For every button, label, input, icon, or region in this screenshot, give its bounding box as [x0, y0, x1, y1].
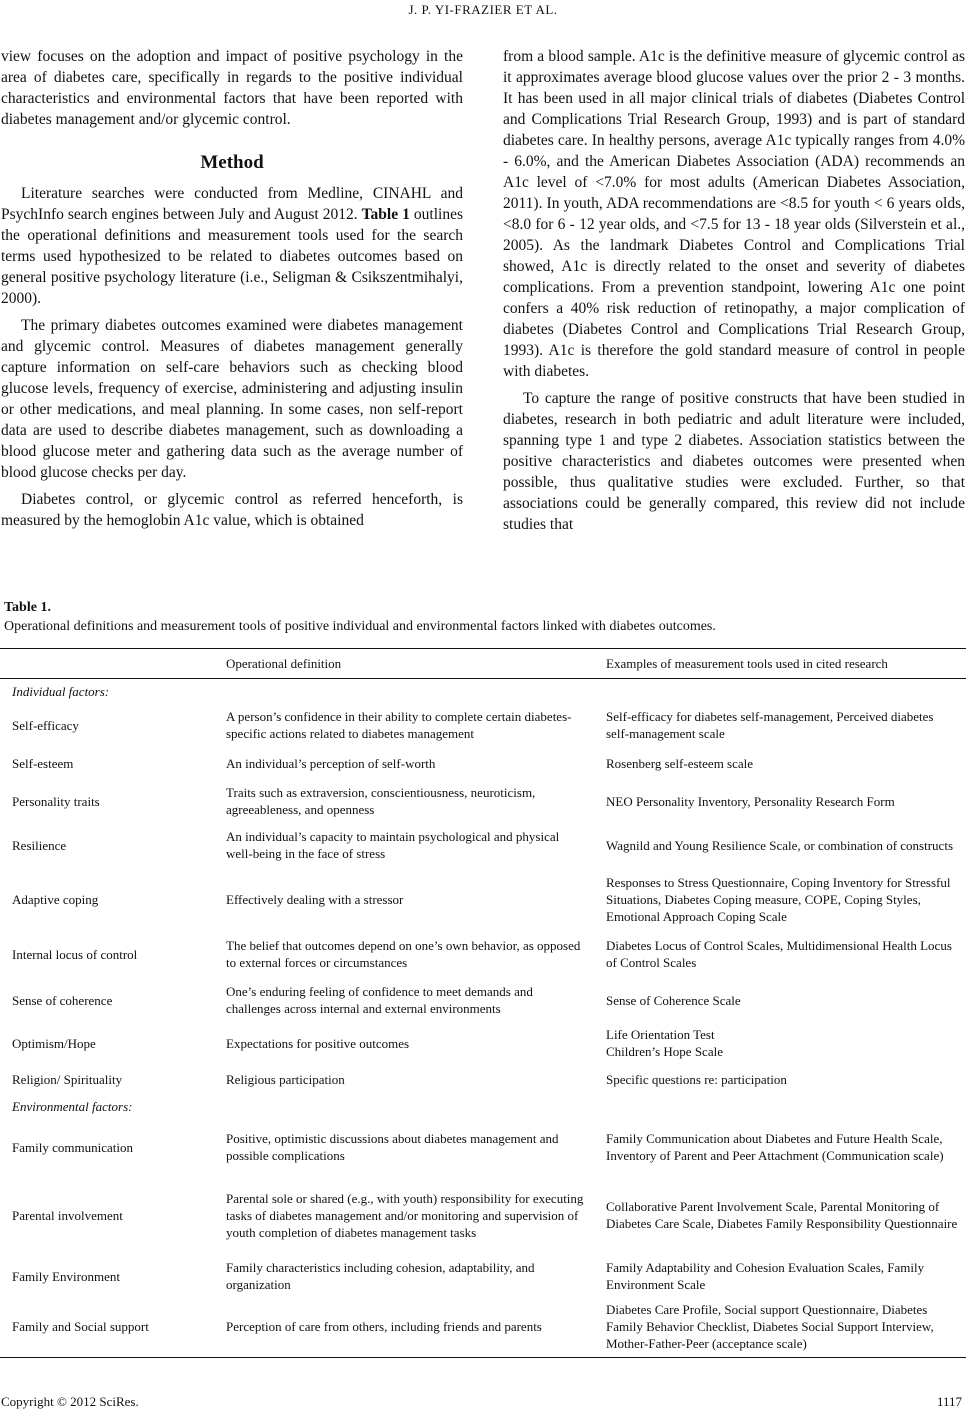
definition-cell: Positive, optimistic discussions about diabetes management and possible complications [226, 1131, 559, 1163]
table-row [0, 1022, 966, 1064]
right-paragraph-1: from a blood sample. A1c is the definitive measure of glycemic control as it approximates average blood glucose values over the prior 2 - 3 months. It has been used in all major clinical trials of diabetes (Diabetes Control and Complications Trial Research Group, 1993) and is part of standard diabetes care. In healthy persons, average A1c typically ranges from 4.0% - 6.0%, and the American Diabetes Association (ADA) recommends an A1c level of <7.0% for most adults (American Diabetes Association, 2011). In youth, ADA recommendations are <8.5 for youth < 6 years olds, <8.0 for 6 - 12 year olds, and <7.5 for 13 - 18 year olds (Silverstein et al., 2005). As the landmark Diabetes Control and Complications Trial showed, A1c is directly related to the onset and severity of diabetes complications. From a prevention standpoint, lowering A1c one point confers a 40% risk reduction of retinopathy, a major complication of diabetes (Diabetes Control and Complications Trial Research Group, 1993). A1c is therefore the gold standard measure of control in people with diabetes. [503, 48, 965, 380]
section-row-individual [0, 679, 966, 705]
tools-cell: Self-efficacy for diabetes self-management, Perceived diabetes self-management scale [606, 709, 934, 741]
page-number: 1117 [936, 1394, 962, 1409]
table-row [0, 1119, 966, 1175]
tools-cell: Life Orientation Test Children’s Hope Scale [606, 1027, 723, 1059]
left-paragraph-4: Diabetes control, or glycemic control as referred henceforth, is measured by the hemoglobin A1c value, which is obtained [1, 491, 463, 529]
left-paragraph-2 [1, 183, 463, 309]
table-header-row [0, 649, 966, 679]
operational-definitions-table [0, 648, 966, 1358]
factor-cell: Personality traits [12, 793, 100, 809]
copyright-notice: Copyright © 2012 SciRes. [1, 1394, 139, 1409]
tools-cell: Family Communication about Diabetes and Future Health Scale, Inventory of Parent and Peer Attachment (Communication scale) [606, 1131, 944, 1163]
table-row [0, 1175, 966, 1255]
method-heading: Method [200, 152, 264, 173]
factor-cell: Self-esteem [12, 755, 74, 771]
tools-cell: Family Adaptability and Cohesion Evaluation Scales, Family Environment Scale [606, 1260, 925, 1292]
definition-cell: An individual’s perception of self-worth [226, 755, 436, 771]
definition-cell: Traits such as extraversion, conscientiousness, neuroticism, agreeableness, and openness [226, 785, 536, 817]
header-factor [0, 649, 214, 679]
tools-cell: Sense of Coherence Scale [606, 992, 741, 1008]
tools-cell: Rosenberg self-esteem scale [606, 755, 754, 771]
factor-cell: Parental involvement [12, 1207, 123, 1223]
header-tools: Examples of measurement tools used in cited research [606, 656, 888, 671]
table-row [0, 704, 966, 746]
table-row [0, 1064, 966, 1094]
right-column [503, 46, 965, 535]
definition-cell: The belief that outcomes depend on one’s own behavior, as opposed to external forces or circumstances [226, 938, 581, 970]
table-row [0, 822, 966, 868]
table-1-reference: Table 1 [361, 206, 410, 223]
section-row-environmental [0, 1094, 966, 1119]
table-row [0, 868, 966, 930]
table-caption [4, 598, 962, 636]
definition-cell: Effectively dealing with a stressor [226, 891, 404, 907]
factor-cell: Self-efficacy [12, 717, 79, 733]
tools-cell: Responses to Stress Questionnaire, Coping Inventory for Stressful Situations, Diabetes Coping measure, COPE, Coping Styles, Emotional Approach Coping Scale [606, 874, 951, 924]
section-label-environmental: Environmental factors: [12, 1099, 133, 1114]
factor-cell: Family communication [12, 1139, 133, 1155]
tools-cell: Collaborative Parent Involvement Scale, Parental Monitoring of Diabetes Care Scale, Diabetes Family Responsibility Questionnaire [606, 1199, 958, 1231]
left-paragraph-3: The primary diabetes outcomes examined were diabetes management and glycemic control. Measures of diabetes management generally capture information on self-care behaviors such as checking blood glucose levels, frequency of exercise, administering and adjusting insulin or other medications, and meal planning. In some cases, non self-report data are used to describe diabetes management, such as downloading a blood glucose meter and gathering data such as the average number of blood glucose checks per day. [1, 317, 463, 481]
factor-cell: Family and Social support [12, 1319, 149, 1335]
definition-cell: An individual’s capacity to maintain psychological and physical well-being in the face of stress [226, 829, 560, 861]
definition-cell: One’s enduring feeling of confidence to meet demands and challenges across internal and external environments [226, 984, 533, 1016]
tools-cell: NEO Personality Inventory, Personality Research Form [606, 793, 895, 809]
factor-cell: Adaptive coping [12, 891, 99, 907]
table-row [0, 978, 966, 1022]
tools-cell: Specific questions re: participation [606, 1071, 787, 1087]
factor-cell: Optimism/Hope [12, 1035, 96, 1051]
header-definition: Operational definition [226, 656, 342, 671]
definition-cell: Perception of care from others, including friends and parents [226, 1319, 542, 1335]
definition-cell: Religious participation [226, 1071, 345, 1087]
section-label-individual: Individual factors: [12, 684, 110, 699]
table-label: Table 1. [4, 600, 51, 615]
factor-cell: Internal locus of control [12, 946, 138, 962]
factor-cell: Resilience [12, 837, 67, 853]
running-head: J. P. YI-FRAZIER ET AL. [408, 2, 558, 17]
factor-cell: Sense of coherence [12, 992, 113, 1008]
tools-cell: Wagnild and Young Resilience Scale, or combination of constructs [606, 837, 954, 853]
left-paragraph-1: view focuses on the adoption and impact of positive psychology in the area of diabetes care, specifically in regards to the positive individual characteristics and environmental factors that have been reported with diabetes management and/or glycemic control. [1, 48, 463, 128]
tools-cell: Diabetes Care Profile, Social support Questionnaire, Diabetes Family Behavior Checklist, Diabetes Social Support Interview, Mother-Father-Peer (acceptance scale) [606, 1302, 934, 1352]
table-row [0, 746, 966, 780]
factor-cell: Religion/ Spirituality [12, 1071, 123, 1087]
factor-cell: Family Environment [12, 1268, 120, 1284]
left-column [1, 46, 463, 531]
table-row [0, 780, 966, 822]
table-row [0, 930, 966, 978]
p2-text-pre: Literature searches were conducted from Medline, CINAHL and PsychInfo search engines between July and August 2012. [1, 185, 463, 223]
table-row [0, 1297, 966, 1357]
definition-cell: Family characteristics including cohesion, adaptability, and organization [226, 1260, 535, 1292]
definition-cell: A person’s confidence in their ability to complete certain diabetes-specific actions related to diabetes management [226, 709, 572, 741]
definition-cell: Expectations for positive outcomes [226, 1035, 410, 1051]
definition-cell: Parental sole or shared (e.g., with youth) responsibility for executing tasks of diabetes management and/or monitoring and supervision of youth completion of diabetes management tasks [226, 1190, 584, 1240]
p2-text-post: outlines the operational definitions and measurement tools used for the search terms used hypothesized to be related to diabetes outcomes based on general positive psychology literature (i.e., Seligman & Csikszentmihalyi, 2000). [1, 206, 463, 307]
table-caption-text: Operational definitions and measurement tools of positive individual and environmental factors linked with diabetes outcomes. [4, 619, 716, 634]
right-paragraph-2: To capture the range of positive constructs that have been studied in diabetes, research in both pediatric and adult literature were included, spanning type 1 and type 2 diabetes. Association statistics between the positive characteristics and diabetes outcomes were presented when possible, thus qualitative studies were excluded. Further, so that associations could be generally compared, this review did not include studies that [503, 390, 965, 533]
tools-cell: Diabetes Locus of Control Scales, Multidimensional Health Locus of Control Scales [606, 938, 952, 970]
table-row [0, 1255, 966, 1297]
